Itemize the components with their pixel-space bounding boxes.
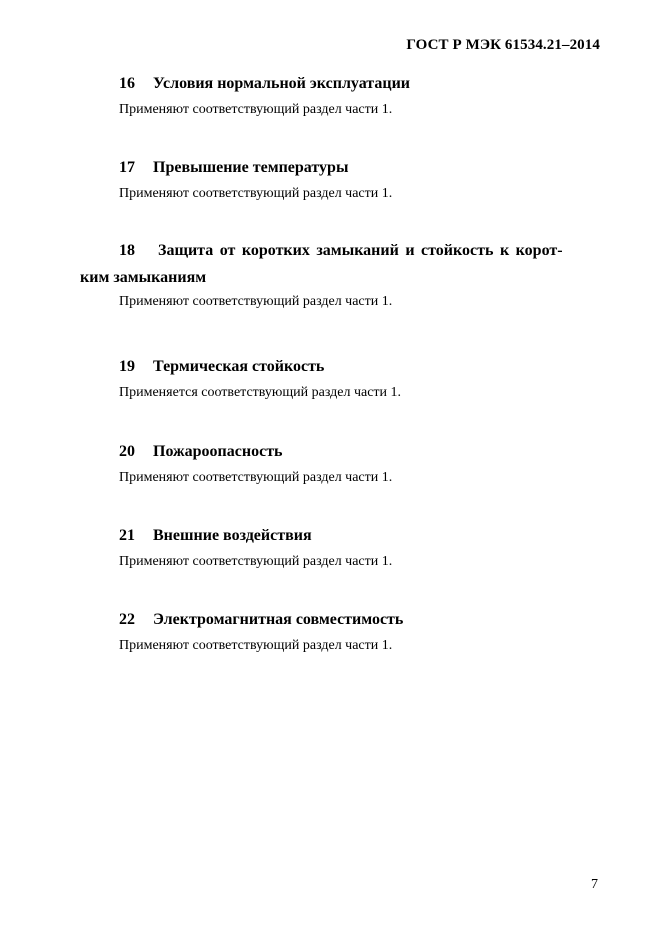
section-title: Пожароопасность <box>153 443 283 460</box>
section-title-line-2: ким замыканиям <box>80 269 207 286</box>
section-title: Внешние воздействия <box>153 527 312 544</box>
section-heading <box>80 235 597 267</box>
section-number: 17 <box>119 159 135 176</box>
section-number: 20 <box>119 443 135 460</box>
section-body: Применяют соответствующий раздел части 1. <box>119 102 393 117</box>
section-heading <box>80 520 597 552</box>
section-22 <box>80 604 597 656</box>
section-heading <box>80 604 597 636</box>
section-20 <box>80 436 597 488</box>
section-19 <box>80 351 597 403</box>
section-body: Применяют соответствующий раздел части 1. <box>119 554 393 569</box>
page-number: 7 <box>591 877 598 892</box>
section-body: Применяется соответствующий раздел части 1. <box>119 385 402 400</box>
section-number: 21 <box>119 527 135 544</box>
section-title: Превышение температуры <box>153 159 349 176</box>
section-body: Применяют соответствующий раздел части 1. <box>119 638 393 653</box>
section-heading <box>80 436 597 468</box>
section-body: Применяют соответствующий раздел части 1. <box>119 294 393 309</box>
section-number: 18 <box>119 242 135 259</box>
section-title: Термическая стойкость <box>153 358 325 375</box>
section-21 <box>80 520 597 572</box>
section-heading <box>80 68 597 100</box>
section-title-line-1: Защита от коротких замыканий и стойкость к корот- <box>158 242 563 259</box>
section-heading <box>80 152 597 184</box>
section-body: Применяют соответствующий раздел части 1. <box>119 186 393 201</box>
document-designation: ГОСТ Р МЭК 61534.21–2014 <box>406 37 600 53</box>
section-16 <box>80 68 597 120</box>
section-number: 16 <box>119 75 135 92</box>
section-18 <box>80 235 597 312</box>
section-body: Применяют соответствующий раздел части 1. <box>119 470 393 485</box>
section-number: 22 <box>119 611 135 628</box>
section-title: Электромагнитная совместимость <box>153 611 404 628</box>
section-title: Условия нормальной эксплуатации <box>153 75 411 92</box>
section-heading-continued <box>80 264 597 292</box>
section-number: 19 <box>119 358 135 375</box>
section-heading <box>80 351 597 383</box>
section-17 <box>80 152 597 204</box>
